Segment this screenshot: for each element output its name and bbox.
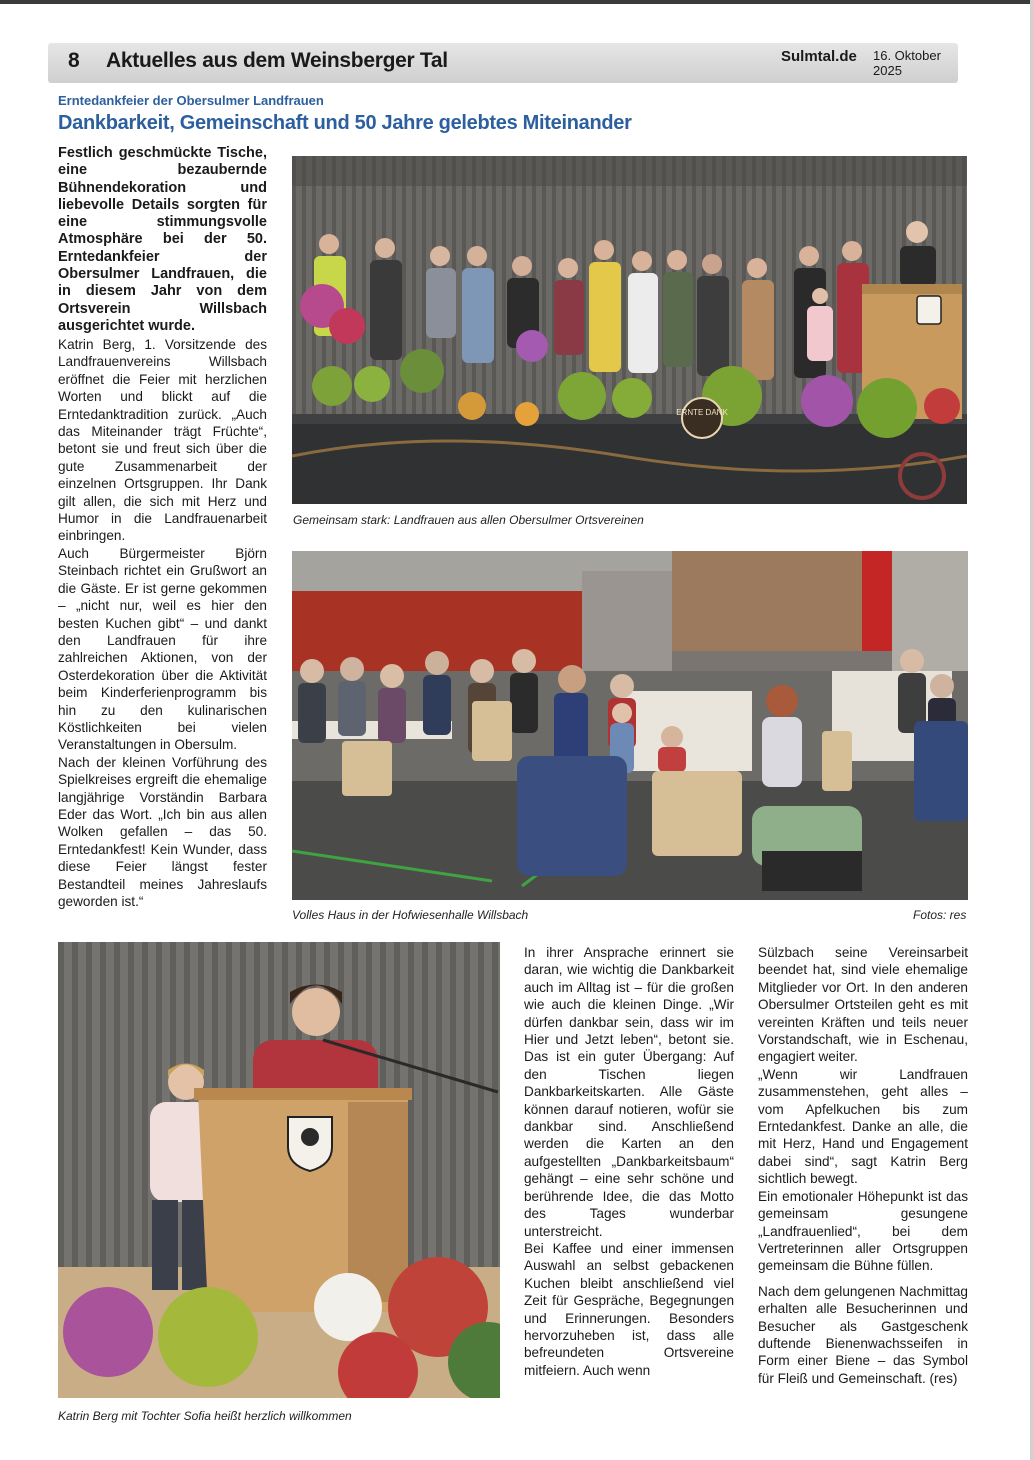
text-column-3	[524, 944, 734, 1379]
page-header	[48, 43, 958, 83]
paragraph: Katrin Berg, 1. Vorsitzende des Landfrauenvereins Willsbach eröffnet die Feier mit herzlichen Worten und blickt auf die Erntedanktradition zurück. „Auch das Miteinander trägt Früchte“, betont sie und freut sich über die gute Zusammenarbeit der einzelnen Ortsgruppen. Ihr Dank gilt allen, die sich mit Herz und Humor in die Landfrauenarbeit einbringen.	[58, 337, 267, 544]
paragraph: Sülzbach seine Vereinsarbeit beendet hat, sind viele ehemalige Mitglieder vor Ort. In den anderen Obersulmer Ortsteilen geht es mit vereinten Kräften und teils neuer Vorstandschaft, wie in Eschenau, engagiert weiter.	[758, 945, 968, 1065]
hall-photo-image	[292, 551, 968, 900]
article-headline: Dankbarkeit, Gemeinschaft und 50 Jahre gelebtes Miteinander	[58, 112, 632, 134]
brand-logo: Sulmtal.de	[781, 48, 857, 65]
hall-photo	[292, 551, 968, 900]
stage-photo	[292, 156, 967, 504]
article-kicker: Erntedankfeier der Obersulmer Landfrauen	[58, 93, 324, 108]
paragraph: In ihrer Ansprache erinnert sie daran, wie wichtig die Dankbarkeit auch im Alltag ist – für die großen wie auch die kleinen Dinge. „Wir dürfen dankbar sein, dass wir im Hier und Jetzt leben“, betont sie. Das ist ein guter Übergang: Auf den Tischen liegen Dankbarkeitskarten. Alle Gäste können darauf notieren, wofür sie dankbar sind. Anschließend werden die Karten an den aufgestellten „Dankbarkeitsbaum“ gehängt – eine sehr schöne und berührende Idee, die das Motto des Tages wunderbar unterstreicht.	[524, 945, 734, 1239]
stage-photo-image	[292, 156, 967, 504]
paragraph: Ein emotionaler Höhepunkt ist das gemeinsam gesungene „Landfrauenlied“, bei dem Vertreterinnen aller Ortsgruppen gemeinsam die Bühne füllen.	[758, 1188, 968, 1274]
paragraph: Nach dem gelungenen Nachmittag erhalten alle Besucherinnen und Besucher als Gastgeschenk duftende Bienenwachsseifen in Form einer Biene – das Symbol für Fleiß und Gemeinschaft. (res)	[758, 1283, 968, 1386]
speaker-photo-image	[58, 942, 500, 1398]
speaker-photo-caption: Katrin Berg mit Tochter Sofia heißt herzlich willkommen	[58, 1409, 352, 1423]
paragraph: Nach der kleinen Vorführung des Spielkreises ergreift die ehemalige langjährige Vorständin Barbara Eder das Wort. „Ich bin aus allen Wolken gefallen – das 50. Erntedankfest! Kein Wunder, dass diese Feier längst fester Bestandteil meines Jahreslaufs geworden ist.“	[58, 754, 267, 909]
erntedank-sign-text: ERNTE DANK	[676, 408, 728, 417]
text-column-1	[58, 336, 267, 910]
paragraph: Bei Kaffee und einer immensen Auswahl an selbst gebackenen Kuchen bleibt anschließend viel Zeit für Gespräche, Begegnungen und Erinnerungen. Besonders hervorzuheben ist, dass alle befreundeten Ortsvereine mitfeiern. Auch wenn	[524, 1240, 734, 1378]
paragraph: Auch Bürgermeister Björn Steinbach richtet ein Grußwort an die Gäste. Er ist gerne gekommen – „nicht nur, weil es hier den besten Kuchen gibt“ – und dankt den Landfrauen für ihre zahlreichen Aktionen, von der Osterdekoration über die Aktivität beim Kinderferienprogramm bis hin zu den kulinarischen Köstlichkeiten bei vielen Veranstaltungen in Obersulm.	[58, 545, 267, 753]
photo-credit: Fotos: res	[913, 908, 967, 922]
section-title: Aktuelles aus dem Weinsberger Tal	[106, 49, 448, 72]
hall-photo-caption: Volles Haus in der Hofwiesenhalle Willsbach	[292, 908, 529, 922]
stage-photo-caption: Gemeinsam stark: Landfrauen aus allen Obersulmer Ortsvereinen	[293, 513, 644, 527]
top-border	[0, 0, 1033, 4]
speaker-photo	[58, 942, 500, 1398]
text-column-4	[758, 944, 968, 1387]
paragraph: „Wenn wir Landfrauen zusammenstehen, geht alles – vom Apfelkuchen bis zum Erntedankfest. Danke an alle, die mit Herz, Hand und Engagement dabei sind“, sagt Katrin Berg sichtlich bewegt.	[758, 1066, 968, 1187]
issue-date: 16. Oktober 2025	[873, 48, 941, 78]
page-number: 8	[68, 49, 80, 72]
article-lead: Festlich geschmückte Tische, eine bezaubernde Bühnendekoration und liebevolle Details sorgten für eine stimmungsvolle Atmosphäre bei der 50. Erntedankfeier der Obersulmer Landfrauen, die in diesem Jahr von dem Ortsverein Willsbach ausgerichtet wurde.	[58, 145, 267, 334]
